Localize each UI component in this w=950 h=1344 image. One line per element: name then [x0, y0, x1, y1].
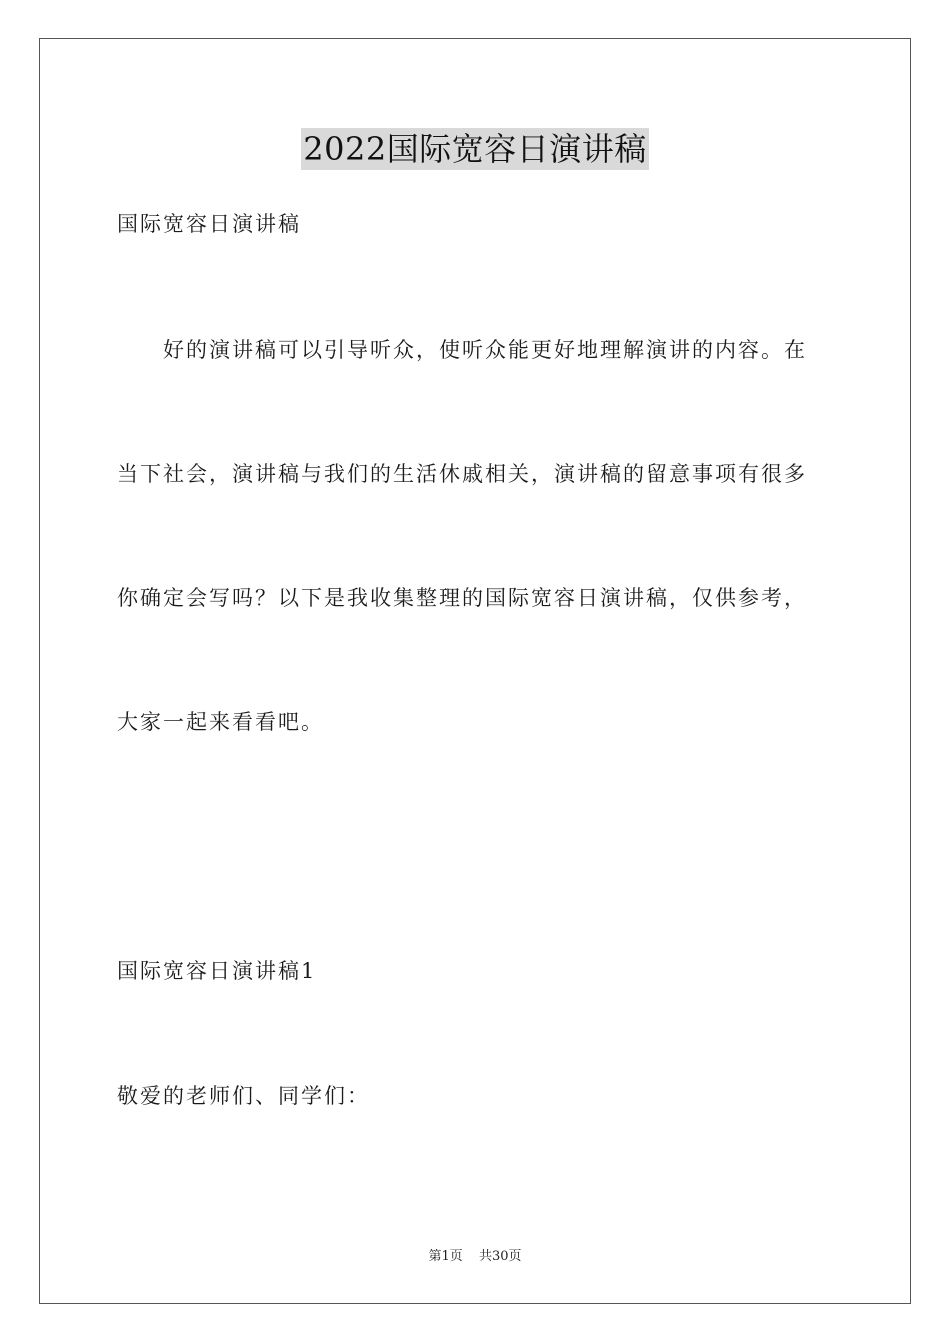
- document-subtitle: 国际宽容日演讲稿: [117, 212, 301, 236]
- page-number: 第1页: [428, 1249, 463, 1264]
- intro-line-2: 当下社会，演讲稿与我们的生活休戚相关，演讲稿的留意事项有很多: [117, 462, 807, 486]
- page-total: 共30页: [478, 1249, 522, 1264]
- section-heading: 国际宽容日演讲稿1: [117, 959, 317, 983]
- document-title: 2022国际宽容日演讲稿: [303, 130, 647, 168]
- page-footer: [0, 1248, 950, 1266]
- title-container: [0, 128, 950, 170]
- intro-line-3: 你确定会写吗？以下是我收集整理的国际宽容日演讲稿，仅供参考，: [117, 586, 807, 610]
- salutation: 敬爱的老师们、同学们：: [117, 1084, 370, 1108]
- intro-line-4: 大家一起来看看吧。: [117, 710, 324, 734]
- intro-line-1: 好的演讲稿可以引导听众，使听众能更好地理解演讲的内容。在: [163, 338, 807, 362]
